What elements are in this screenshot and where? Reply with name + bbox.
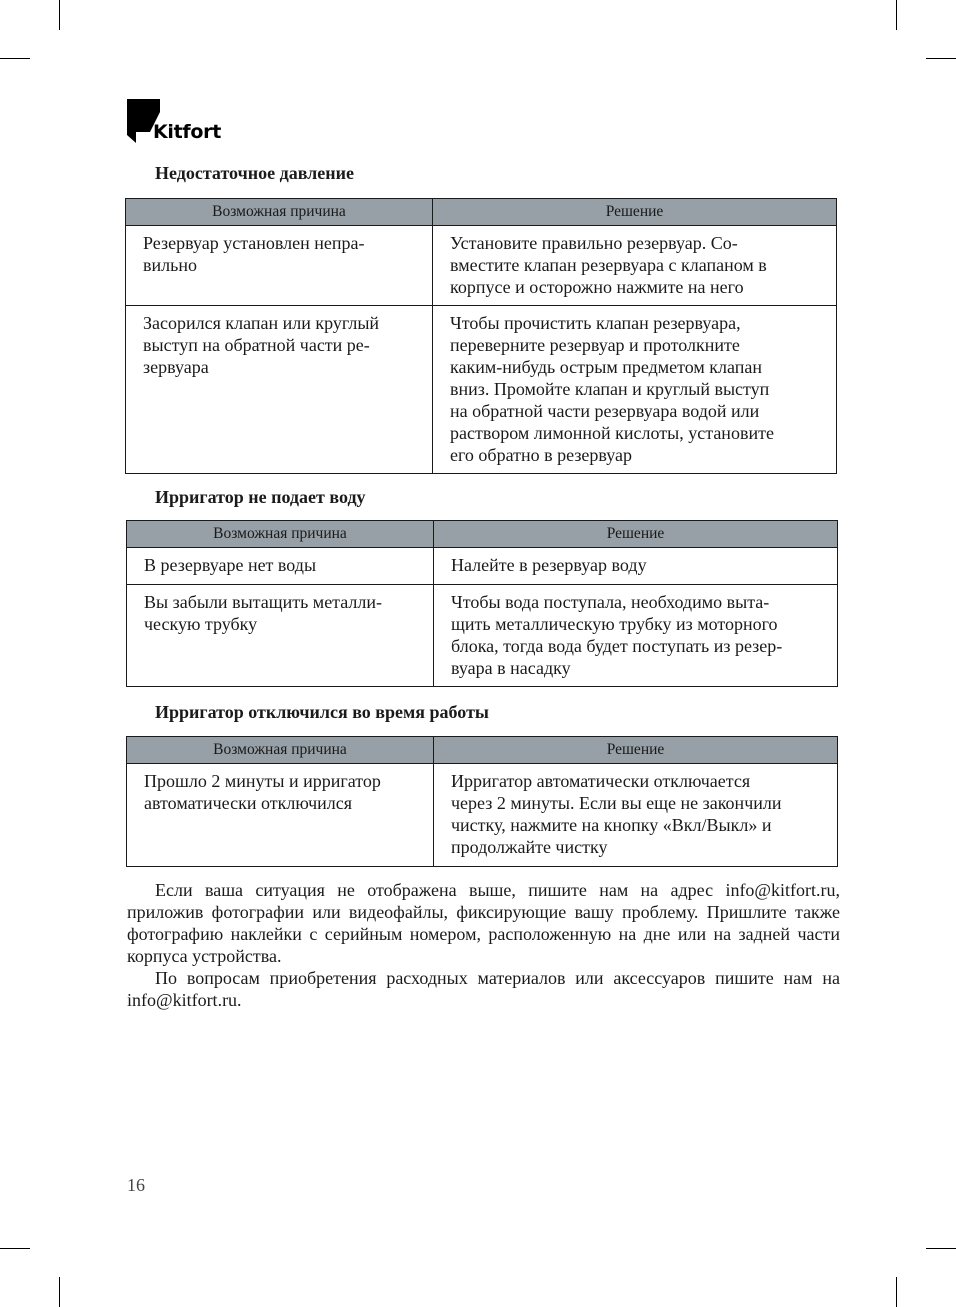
- troubleshooting-table: [126, 736, 838, 867]
- solution-cell: [434, 548, 838, 585]
- crop-mark: [59, 1277, 60, 1307]
- section-title: Ирригатор не подает воду: [155, 487, 366, 507]
- table-row: [127, 585, 838, 687]
- table-row: [126, 306, 837, 474]
- cause-cell: [127, 548, 434, 585]
- column-header-solution: Решение: [433, 199, 837, 226]
- section-title: Ирригатор отключился во время работы: [155, 702, 489, 722]
- column-header-solution: Решение: [434, 521, 838, 548]
- solution-text: Налейте в резервуар воду: [451, 555, 647, 575]
- brand-name: Kitfort: [153, 121, 221, 143]
- section-title: Недостаточное давление: [155, 163, 355, 183]
- cause-cell: [126, 226, 433, 306]
- crop-mark: [59, 0, 60, 30]
- cause-cell: [126, 306, 433, 474]
- crop-mark: [896, 0, 897, 30]
- table-row: [127, 764, 838, 867]
- table-header-row: [127, 737, 838, 764]
- paragraph: По вопросам приобретения расходных материалов или аксессуаров пишите нам на info@kitfort.ru.: [127, 968, 840, 1010]
- solution-cell: [433, 226, 837, 306]
- solution-text: Установите правильно резервуар. Со- вместите клапан резервуара с клапаном в корпусе и осторожно нажмите на него: [450, 233, 767, 297]
- crop-mark: [0, 58, 30, 59]
- cause-cell: [127, 585, 434, 687]
- solution-text: Чтобы прочистить клапан резервуара, переверните резервуар и протолкните каким-нибудь острым предметом клапан вниз. Промойте клапан и круглый выступ на обратной части резервуара водой или раствором лимонной кислоты, установите его обратно в резервуар: [450, 313, 774, 465]
- crop-mark: [926, 1248, 956, 1249]
- solution-cell: [433, 306, 837, 474]
- crop-mark: [896, 1277, 897, 1307]
- cause-cell: [127, 764, 434, 867]
- troubleshooting-table: [125, 198, 837, 474]
- troubleshooting-table: [126, 520, 838, 687]
- column-header-cause: Возможная причина: [126, 199, 433, 226]
- paragraph: Если ваша ситуация не отображена выше, пишите нам на адрес info@kitfort.ru, приложив фотографии или видеофайлы, фиксирующие вашу проблему. Пришлите также фотографию наклейки с серийным номером, расположенную на дне или на задней части корпуса устройства.: [127, 880, 840, 966]
- cause-text: Вы забыли вытащить металли- ческую трубку: [144, 592, 383, 634]
- table-row: [127, 548, 838, 585]
- solution-text: Чтобы вода поступала, необходимо выта- щить металлическую трубку из моторного блока, тогда вода будет поступать из резер- вуара в насадку: [451, 592, 783, 678]
- table-header-row: [127, 521, 838, 548]
- solution-cell: [434, 585, 838, 687]
- crop-mark: [926, 58, 956, 59]
- table-row: [126, 226, 837, 306]
- solution-text: Ирригатор автоматически отключается через 2 минуты. Если вы еще не закончили чистку, нажмите на кнопку «Вкл/Выкл» и продолжайте чистку: [451, 771, 782, 857]
- cause-text: Засорился клапан или круглый выступ на обратной части ре- зервуара: [143, 313, 380, 377]
- cause-text: В резервуаре нет воды: [144, 555, 317, 575]
- column-header-cause: Возможная причина: [127, 737, 434, 764]
- contact-info-text: [127, 879, 840, 1011]
- cause-text: Прошло 2 минуты и ирригатор автоматически отключился: [144, 771, 381, 813]
- column-header-solution: Решение: [434, 737, 838, 764]
- solution-cell: [434, 764, 838, 867]
- cause-text: Резервуар установлен непра- вильно: [143, 233, 365, 275]
- column-header-cause: Возможная причина: [127, 521, 434, 548]
- table-header-row: [126, 199, 837, 226]
- crop-mark: [0, 1248, 30, 1249]
- page-number: 16: [127, 1175, 145, 1195]
